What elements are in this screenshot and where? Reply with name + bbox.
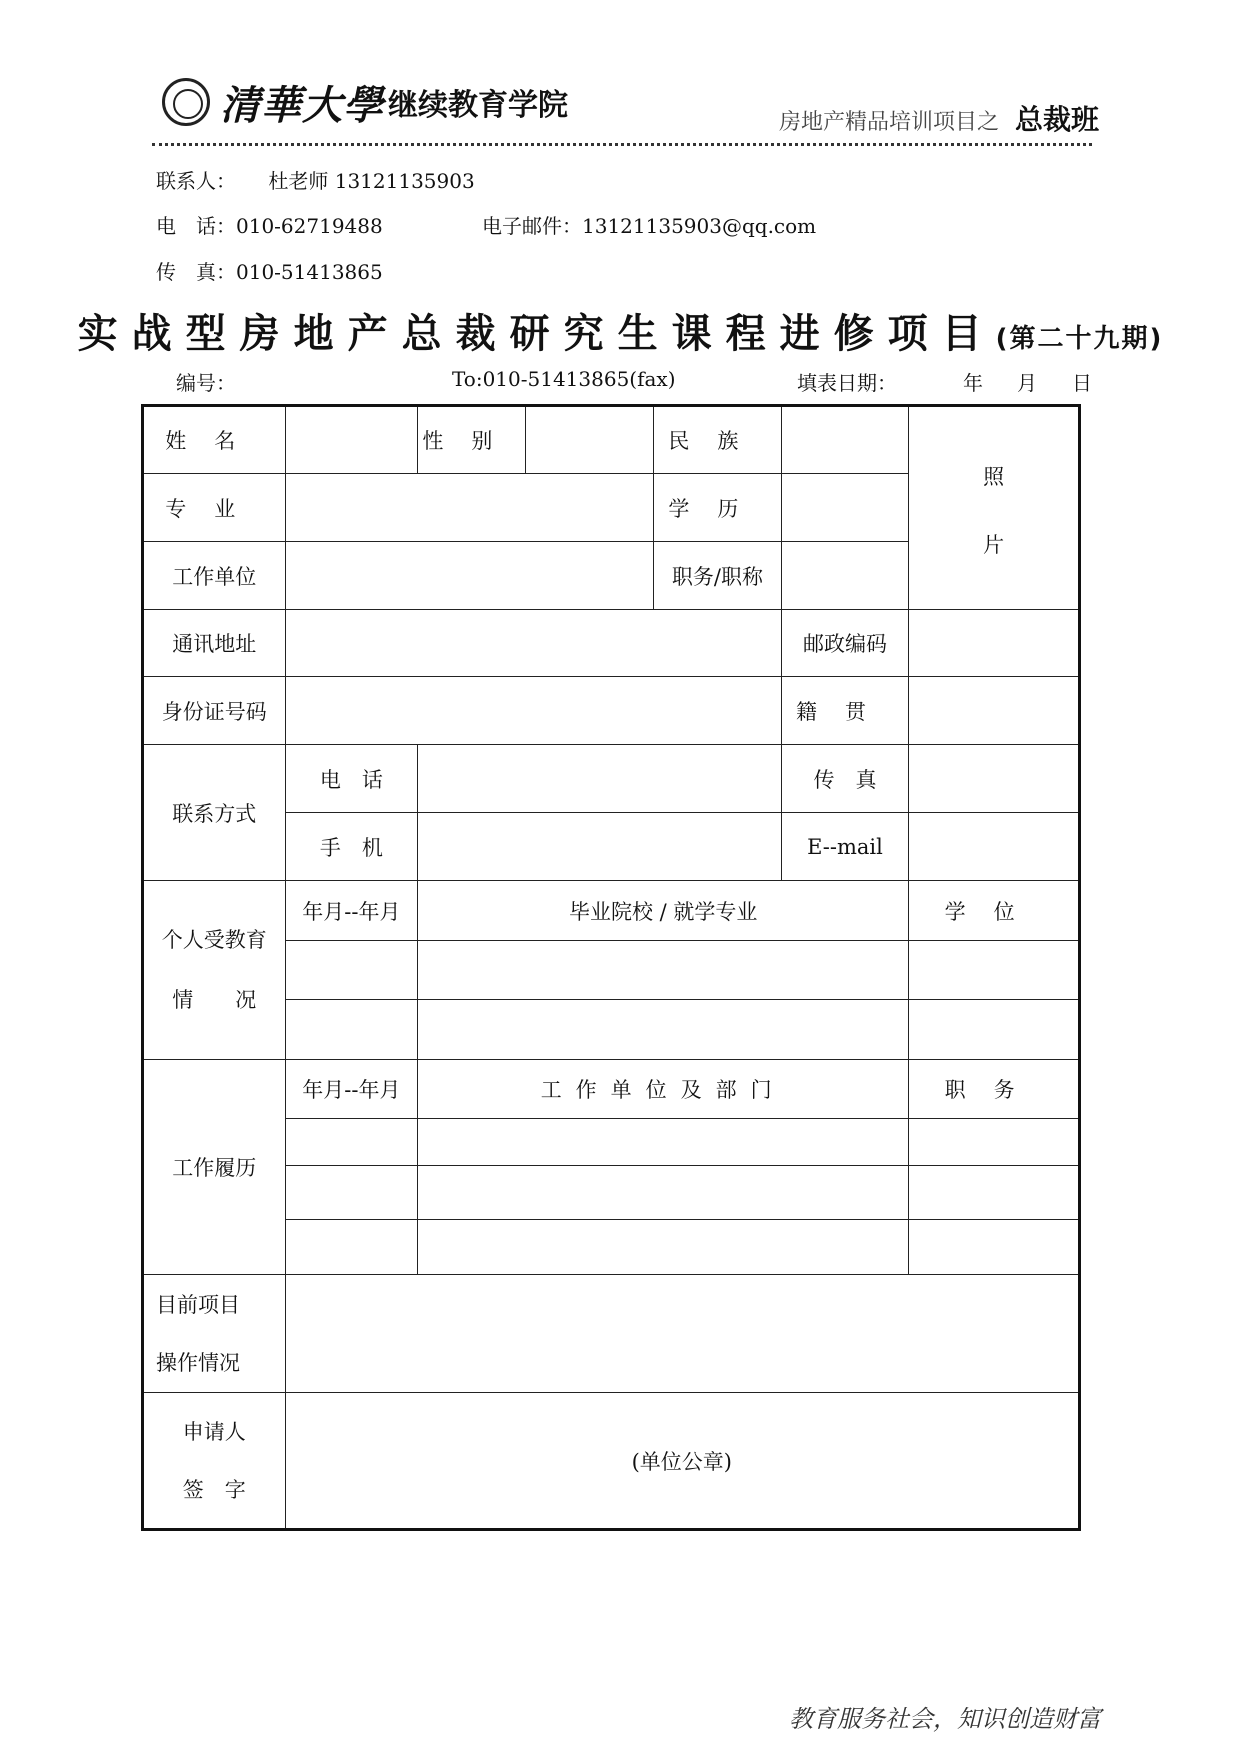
work-title-field[interactable] [909, 1220, 1080, 1275]
photo-label-1: 照 [983, 465, 1005, 489]
employer-field[interactable] [285, 542, 654, 610]
school-logo [162, 72, 568, 132]
gender-label: 性别 [418, 406, 525, 474]
postcode-label: 邮政编码 [781, 610, 909, 677]
photo-label-2: 片 [983, 533, 1005, 557]
tel-label: 电 话 [285, 745, 418, 813]
edu-degree-field[interactable] [909, 1000, 1080, 1060]
logo-school-name: 清華大學 [220, 81, 384, 129]
contact-email-label: 电子邮件： [482, 214, 582, 238]
form-title [0, 302, 1241, 359]
applicant-signature-field[interactable] [285, 1393, 1079, 1530]
contact-fax-value: 010-51413865 [236, 260, 383, 284]
postcode-field[interactable] [909, 610, 1080, 677]
work-unit-field[interactable] [418, 1119, 909, 1166]
position-field[interactable] [781, 542, 909, 610]
contact-person [156, 165, 475, 194]
education-history-label-2: 情 况 [172, 988, 257, 1012]
name-label: 姓名 [143, 406, 286, 474]
current-projects-field[interactable] [285, 1275, 1079, 1393]
native-place-field[interactable] [909, 677, 1080, 745]
contact-fax-label: 传 真： [156, 260, 236, 284]
address-label: 通讯地址 [143, 610, 286, 677]
program-name: 总裁班 [1014, 103, 1099, 136]
edu-degree-field[interactable] [909, 941, 1080, 1000]
mobile-label: 手 机 [285, 813, 418, 881]
work-unit-field[interactable] [418, 1166, 909, 1220]
tel-field[interactable] [418, 745, 782, 813]
work-period-field[interactable] [285, 1166, 418, 1220]
fill-date-label: 填表日期： [797, 371, 897, 395]
gender-field[interactable] [525, 406, 654, 474]
current-projects-label [143, 1275, 286, 1393]
edu-school-field[interactable] [418, 1000, 909, 1060]
form-title-main: 实战型房地产总裁研究生课程进修项目 [77, 311, 996, 357]
work-period-field[interactable] [285, 1119, 418, 1166]
form-number-label: 编号： [176, 371, 236, 395]
contact-person-label: 联系人： [156, 169, 236, 193]
id-number-label: 身份证号码 [143, 677, 286, 745]
fax-label: 传 真 [781, 745, 909, 813]
applicant-signature-label-2: 签 字 [182, 1477, 246, 1502]
address-field[interactable] [285, 610, 781, 677]
ethnicity-label: 民族 [654, 406, 782, 474]
work-title-header: 职务 [909, 1060, 1080, 1119]
education-history-label [143, 881, 286, 1060]
contact-method-label: 联系方式 [143, 745, 286, 881]
date-month: 月 [1017, 371, 1037, 395]
program-header [779, 98, 1099, 138]
contact-fax [156, 256, 383, 285]
mobile-field[interactable] [418, 813, 782, 881]
work-title-field[interactable] [909, 1119, 1080, 1166]
footer-slogan: 教育服务社会，知识创造财富 [789, 1705, 1101, 1733]
contact-phone-label: 电 话： [156, 214, 236, 238]
logo-college-name: 继续教育学院 [388, 88, 568, 123]
work-period-field[interactable] [285, 1220, 418, 1275]
education-label: 学历 [654, 474, 782, 542]
contact-phone-value: 010-62719488 [236, 214, 383, 238]
applicant-signature-label-1: 申请人 [182, 1419, 246, 1444]
education-field[interactable] [781, 474, 909, 542]
employer-label: 工作单位 [143, 542, 286, 610]
photo-box[interactable] [909, 406, 1080, 610]
edu-period-field[interactable] [285, 941, 418, 1000]
program-prefix: 房地产精品培训项目之 [778, 110, 999, 135]
contact-person-value: 杜老师 13121135903 [268, 169, 475, 193]
date-year: 年 [963, 371, 983, 395]
major-field[interactable] [285, 474, 654, 542]
edu-school-field[interactable] [418, 941, 909, 1000]
application-form [141, 404, 1081, 1531]
work-title-field[interactable] [909, 1166, 1080, 1220]
current-projects-label-2: 操作情况 [156, 1350, 240, 1375]
email-label: E--mail [781, 813, 909, 881]
company-seal-note: (单位公章) [631, 1449, 732, 1474]
position-label: 职务/职称 [654, 542, 782, 610]
name-field[interactable] [285, 406, 418, 474]
edu-period-field[interactable] [285, 1000, 418, 1060]
education-history-label-1: 个人受教育 [161, 928, 267, 952]
contact-email-value: 13121135903@qq.com [582, 214, 817, 238]
fax-to: To:010-51413865(fax) [452, 367, 676, 391]
work-unit-field[interactable] [418, 1220, 909, 1275]
major-label: 专业 [143, 474, 286, 542]
header-divider [152, 143, 1092, 146]
current-projects-label-1: 目前项目 [156, 1292, 240, 1317]
edu-school-header: 毕业院校 / 就学专业 [418, 881, 909, 941]
contact-email [482, 210, 816, 239]
edu-degree-header: 学位 [909, 881, 1080, 941]
email-field[interactable] [909, 813, 1080, 881]
id-number-field[interactable] [285, 677, 781, 745]
contact-phone [156, 210, 383, 239]
form-title-session: (第二十九期) [995, 324, 1164, 354]
fax-field[interactable] [909, 745, 1080, 813]
work-unit-header: 工作单位及部门 [418, 1060, 909, 1119]
ethnicity-field[interactable] [781, 406, 909, 474]
edu-period-header: 年月--年月 [285, 881, 418, 941]
native-place-label: 籍贯 [781, 677, 909, 745]
applicant-signature-label [143, 1393, 286, 1530]
work-history-label: 工作履历 [143, 1060, 286, 1275]
university-seal-icon [162, 78, 210, 126]
date-day: 日 [1072, 371, 1092, 395]
work-period-header: 年月--年月 [285, 1060, 418, 1119]
